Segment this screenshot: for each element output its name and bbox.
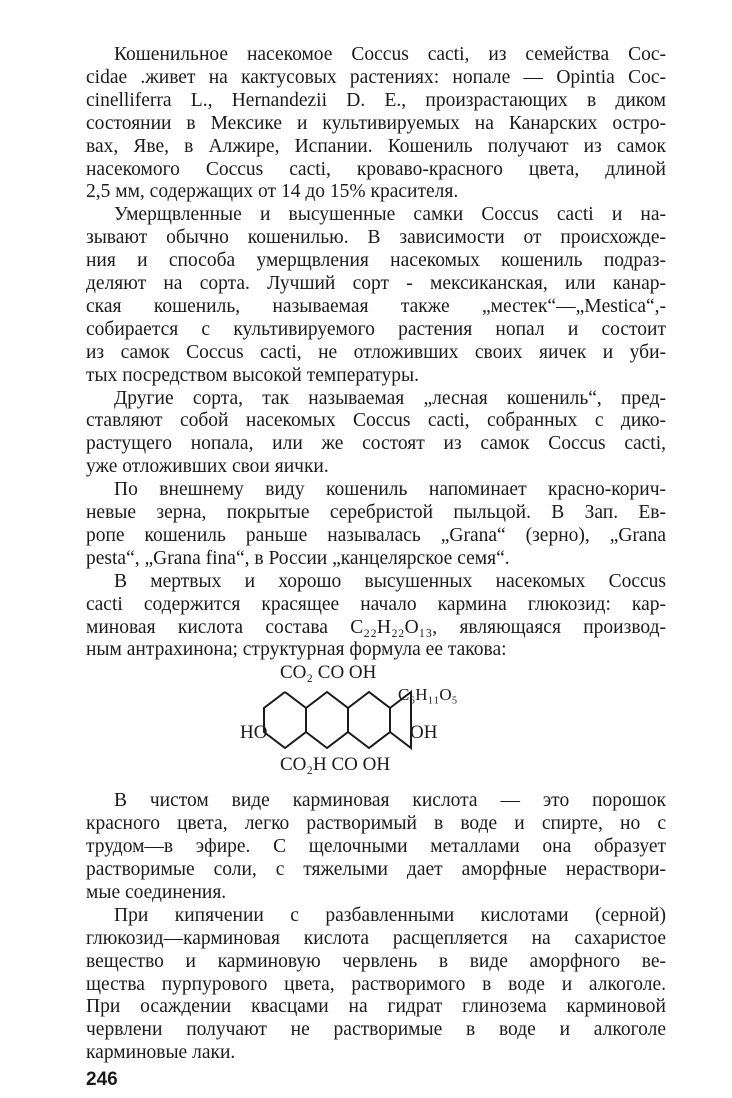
- text-line: ния и способа умерщвления насекомых кошениль подраз-: [86, 250, 666, 272]
- text-line: При осаждении квасцами на гидрат глинозема карминовой: [86, 996, 666, 1018]
- text-line: Кошенильное насекомое Coccus cacti, из семейства Coc-: [114, 44, 666, 65]
- text-line: тых посредством высокой температуры.: [86, 364, 419, 386]
- text-line: вещество и карминовую червлень в виде аморфного ве-: [86, 950, 666, 972]
- text-line: Другие сорта, так называемая „лесная кошениль“, пред-: [114, 387, 666, 409]
- text-line: cidae .живет на кактусовых растениях: нопале — Opintia Coc-: [86, 66, 666, 88]
- text-line: pesta“, „Grana fina“, в России „канцелярское семя“.: [86, 547, 510, 569]
- page-number: 246: [86, 1069, 118, 1091]
- carminic-acid-structural-formula: [230, 662, 490, 782]
- text-line: насекомого Coccus cacti, кроваво-красного цвета, длиной: [86, 158, 666, 180]
- text-line: красного цвета, легко растворимый в воде и спирте, но с: [86, 813, 666, 835]
- text-line: При кипячении с разбавленными кислотами (серной): [114, 904, 666, 926]
- formula-left-hydroxyl: HO: [240, 722, 268, 744]
- text-line: В чистом виде карминовая кислота — это порошок: [114, 790, 666, 812]
- text-line: мые соединения.: [86, 881, 227, 903]
- text-line: ская кошениль, называемая также „местек“—„Mestica“,-: [86, 295, 666, 317]
- text-line: глюкозид—карминовая кислота расщепляется на сахаристое: [86, 927, 666, 949]
- formula-top-groups: CO₂ CO OH: [280, 662, 377, 684]
- text-line: В мертвых и хорошо высушенных насекомых Coccus: [114, 570, 666, 592]
- text-line: cacti содержится красящее начало кармина глюкозид: кар-: [86, 593, 666, 615]
- text-line: миновая кислота состава C₂₂H₂₂O₁₃, являющаяся производ-: [86, 616, 666, 638]
- text-line: ставляют собой насекомых Coccus cacti, собранных с дико-: [86, 410, 666, 432]
- formula-glucoside-group: C₆H₁₁O₅: [398, 685, 458, 705]
- text-line: червлени получают не растворимые в воде и алкоголе: [86, 1019, 666, 1041]
- text-line: вах, Яве, в Алжире, Испании. Кошениль получают из самок: [86, 135, 666, 157]
- text-line: трудом—в эфире. С щелочными металлами она образует: [86, 836, 666, 858]
- text-line: щества пурпурового цвета, растворимого в воде и алкоголе.: [86, 973, 666, 995]
- text-line: ным антрахинона; структурная формула ее такова:: [86, 639, 507, 661]
- text-line: растворимые соли, с тяжелыми дает аморфные нераствори-: [86, 859, 666, 880]
- text-line: невые зерна, покрытые серебристой пыльцой. В Зап. Ев-: [86, 502, 666, 523]
- text-line: собирается с культивируемого растения нопал и состоит: [86, 318, 666, 340]
- text-line: из самок Coccus cacti, не отложивших своих яичек и уби-: [86, 341, 666, 363]
- text-line: Умерщвленные и высушенные самки Coccus cacti и на-: [114, 204, 666, 226]
- text-line: деляют на сорта. Лучший сорт - мексиканская, или канар-: [86, 273, 666, 294]
- text-line: состоянии в Мексике и культивируемых на Канарских остро-: [86, 112, 666, 134]
- text-line: ропе кошениль раньше называлась „Grana“ (зерно), „Grana: [86, 524, 666, 546]
- text-line: карминовые лаки.: [86, 1042, 236, 1064]
- formula-right-hydroxyl: OH: [410, 722, 438, 744]
- formula-bottom-groups: CO₂H CO OH: [280, 754, 391, 776]
- text-line: уже отложивших свои яички.: [86, 456, 329, 478]
- text-line: По внешнему виду кошениль напоминает красно-корич-: [114, 479, 666, 501]
- text-line: cinelliferra L., Hernandezii D. E., произрастающих в диком: [86, 89, 666, 111]
- text-line: зывают обычно кошенилью. В зависимости от происхожде-: [86, 227, 666, 249]
- text-line: растущего нопала, или же состоят из самок Coccus cacti,: [86, 433, 666, 455]
- text-line: 2,5 мм, содержащих от 14 до 15% красителя.: [86, 181, 459, 203]
